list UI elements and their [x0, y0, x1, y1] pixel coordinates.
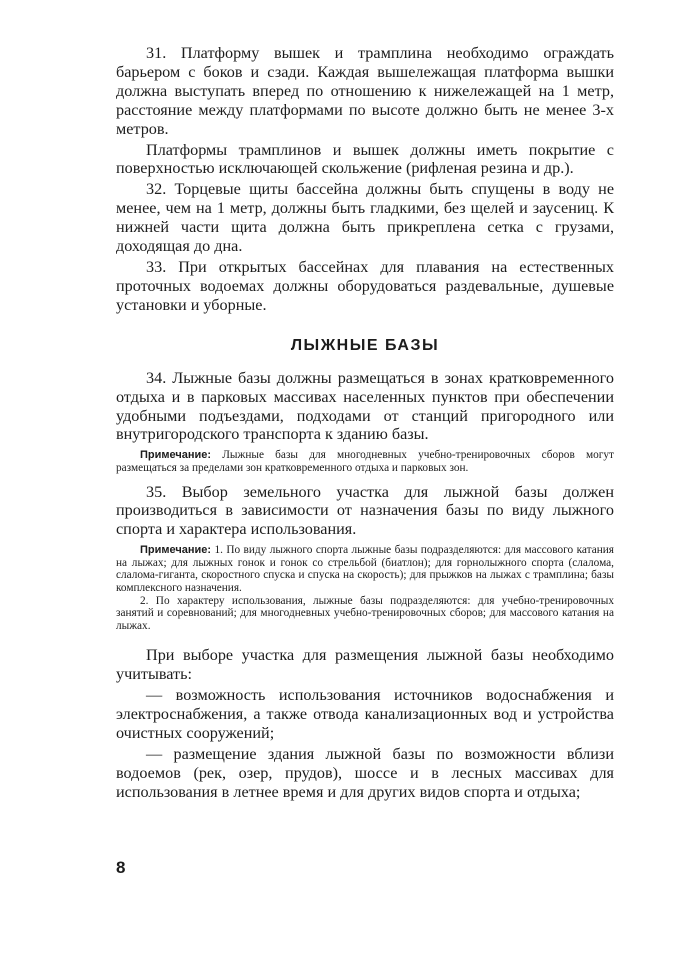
note-1-label: Примечание: [140, 449, 212, 462]
paragraph-32: 32. Торцевые щиты бассейна должны быть спущены в воду не менее, чем на 1 метр, должны быть гладкими, без щелей и заусениц. К нижней части щита должна быть прикреплена сетка с грузами, доходящая до дна. [116, 180, 614, 256]
paragraph-35: 35. Выбор земельного участка для лыжной базы должен производиться в зависимости от назначения базы по виду лыжного спорта и характера использования. [116, 482, 614, 539]
paragraph-33: 33. При открытых бассейнах для плавания на естественных проточных водоемах должны оборудоваться раздевальные, душевые установки и уборные. [116, 257, 614, 314]
note-2-label: Примечание: [140, 544, 212, 557]
list-item-location: — размещение здания лыжной базы по возможности вблизи водоемов (рек, озер, прудов), шоссе и в лесных массивах для использования в летнее время и для других видов спорта и отдыха; [116, 744, 614, 801]
note-2 [116, 544, 614, 594]
page-number: 8 [116, 858, 126, 877]
section-heading: ЛЫЖНЫЕ БАЗЫ [290, 336, 440, 354]
paragraph-31: 31. Платформу вышек и трамплина необходимо ограждать барьером с боков и сзади. Каждая вышележащая платформа вышки должна выступать вперед по отношению к нижележащей на 1 метр, расстояние между платформами по высоте должно быть не менее 3-х метров. [116, 44, 614, 138]
paragraph-31-platform-cover: Платформы трамплинов и вышек должны иметь покрытие с поверхностью исключающей скольжение (рифленая резина и др.). [116, 140, 614, 178]
paragraph-34: 34. Лыжные базы должны размещаться в зонах кратковременного отдыха и в парковых массивах населенных пунктов при обеспечении удобными подъездами, подходами от станций пригородного или внутригородского транспорта к зданию базы. [116, 368, 614, 444]
note-2-text: 1. По виду лыжного спорта лыжные базы подразделяются: для массового катания на лыжах; для лыжных гонок и гонок со стрельбой (биатлон); для горнолыжного спорта (слалома, слалома-гиганта, скоростного спуска и спуска на скорость); для прыжков на лыжах с трамплина; базы комплексного назначения. [116, 544, 614, 594]
note-2-part-2: 2. По характеру использования, лыжные базы подразделяются: для учебно-тренировочных занятий и соревнований; для многодневных учебно-тренировочных сборов; для массового катания на лыжах. [116, 594, 614, 632]
paragraph-site-selection: При выборе участка для размещения лыжной базы необходимо учитывать: [116, 646, 614, 684]
list-item-utilities: — возможность использования источников водоснабжения и электроснабжения, а также отвода канализационных вод и устройства очистных сооружений; [116, 686, 614, 742]
note-1 [116, 449, 614, 474]
note-1-text: Лыжные базы для многодневных учебно-тренировочных сборов могут размещаться за пределами зон кратковременного отдыха и парковых зон. [116, 449, 614, 474]
